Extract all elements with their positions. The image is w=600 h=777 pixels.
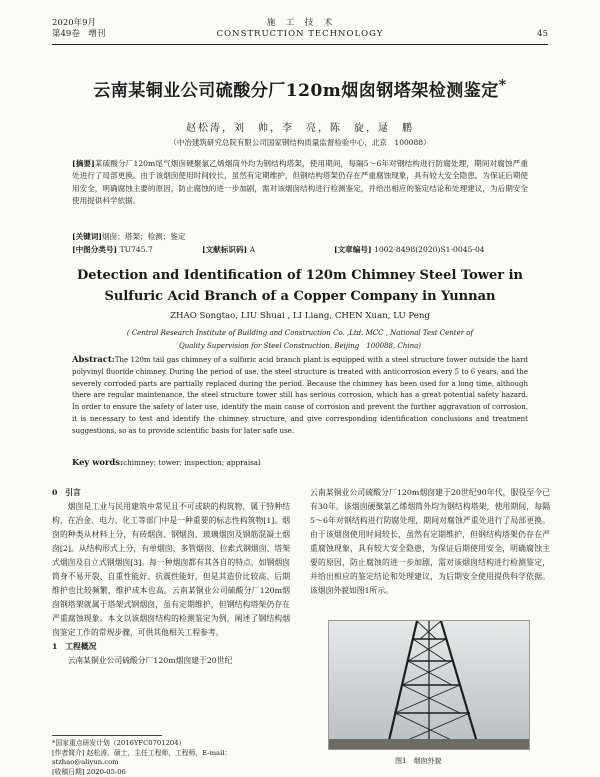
section-heading-project: 1 工程概况 (52, 640, 290, 654)
footnote-author: [作者简介] 赵松涛，硕士，主任工程师，工程师，E-mail：stzhao@aliyun.com (52, 749, 292, 768)
chimney-photo (328, 620, 530, 750)
affiliation-en-line1: ( Central Research Institute of Building and Construction Co. ,Ltd. MCC , National Test Center of (110, 327, 490, 340)
section-heading-intro: 0 引言 (52, 486, 290, 500)
keywords-en-text: chimney; tower; inspection; appraisal (123, 458, 260, 467)
document-code (202, 244, 255, 255)
header-rule (52, 44, 548, 45)
body-column-right (310, 486, 550, 598)
header-center (52, 18, 548, 40)
journal-name-en: CONSTRUCTION TECHNOLOGY (52, 29, 548, 40)
project-paragraph: 云南某铜业公司硫酸分厂120m烟囱建于20世纪90年代，服役至今已有30年。该烟囱硬聚氯乙烯烟筒外均为钢结构塔架，使用期间，每隔5～6年对钢结构进行防腐处理，期间对腐蚀严重处进行了局部更换。由于该烟囱使用时间较长，虽然有定期维护，但钢结构塔架仍存在严重腐蚀现象，具有较大安全隐患，为保证后期使用安全，明确腐蚀主要的原因，防止腐蚀的进一步加剧，需对该烟囱结构进行检测鉴定，并给出相应的鉴定结论和处理建议，为后期安全使用提供科学依据。该烟囱外貌如图1所示。 (310, 486, 550, 598)
footnote-received: [收稿日期] 2020-05-06 (52, 768, 292, 777)
abstract-cn-text: 某硫酸分厂120m尾气烟囱硬聚氯乙烯烟筒外均为钢结构塔架，使用期间，每隔5～6年对钢结构进行防腐处理，期间对腐蚀严重处进行了局部更换。由于该烟囱使用时间较长，虽然有定期维护，但钢结构塔架仍存在严重腐蚀现象，具有较大安全隐患。为保证后期使用安全，明确腐蚀主要的原因，防止腐蚀的进一步加剧，需对该烟囱结构进行检测鉴定，并给出相应的鉴定结论和处理建议，为后期安全使用提供科学依据。 (72, 159, 528, 205)
abstract-cn (72, 158, 528, 207)
running-header (52, 18, 548, 48)
authors-cn: 赵松涛，刘 帅，李 亮，陈 旋，逯 鹏 (0, 119, 600, 134)
keywords-cn (72, 231, 186, 242)
footnotes (52, 735, 292, 777)
title-fund-mark: * (499, 77, 507, 93)
doc-label: [文献标识码] (202, 245, 247, 254)
chimney-tower-image (329, 621, 529, 749)
footnote-fund: *国家重点研发计划（2016YFC0701204） (52, 739, 292, 749)
issue-volume: 第49卷 增刊 (52, 29, 105, 40)
keywords-cn-text: 烟囱；塔架；检测；鉴定 (102, 232, 186, 241)
keywords-en (72, 457, 260, 467)
article-label: [文章编号] (334, 245, 372, 254)
affiliation-cn: （中冶建筑研究总院有限公司国家钢结构质量监督检验中心，北京 100088） (0, 137, 600, 148)
issue-date: 2020年9月 (52, 18, 105, 29)
title-en-line1: Detection and Identification of 120m Chimney Steel Tower in (40, 265, 560, 286)
clc-number (72, 244, 153, 255)
title-cn-text: 云南某铜业公司硫酸分厂120m烟囱钢塔架检测鉴定 (93, 81, 498, 101)
article-value: 1002-8498(2020)S1-0045-04 (374, 245, 485, 254)
title-cn (40, 76, 560, 101)
footnote-rule (52, 735, 162, 736)
affiliation-en (110, 327, 490, 353)
abstract-en-text: The 120m tail gas chimney of a sulfuric acid branch plant is equipped with a steel structure tower outside the hard polyvinyl fluoride chimney. During the period of use, the steel structure is treated with anticorrosion every 5 to 6 years, and the severely corroded parts are partially replaced during the period. Because the chimney has been used for a long time, although there are regular maintenance, the steel structure tower still has serious corrosion, which has a great potential safety hazard. In order to ensure the safety of later use, identify the main cause of corrosion and prevent the further aggravation of corrosion, it is necessary to test and identify the chimney structure, and give corresponding identification conclusions and treatment suggestions, so as to provide scientific basis for later safe use. (72, 356, 528, 435)
abstract-en-label: Abstract: (72, 354, 115, 364)
keywords-cn-label: [关键词] (72, 232, 102, 241)
title-en (40, 265, 560, 307)
figure-caption: 图1 烟囱外貌 (395, 756, 441, 766)
page-number: 45 (537, 29, 548, 40)
authors-en: ZHAO Songtao, LIU Shuai , LI Liang, CHEN Xuan, LU Peng (0, 311, 600, 321)
project-paragraph-start: 云南某铜业公司硫酸分厂120m烟囱建于20世纪 (52, 654, 290, 668)
article-number (334, 244, 485, 255)
affiliation-en-line2: Quality Supervision for Steel Construction, Beijing 100088, China) (110, 340, 490, 353)
clc-value: TU745.7 (120, 245, 153, 254)
journal-name-cn: 施 工 技 术 (52, 18, 548, 29)
title-en-line2: Sulfuric Acid Branch of a Copper Company in Yunnan (40, 286, 560, 307)
body-column-left (52, 486, 290, 668)
abstract-cn-label: [摘要] (72, 159, 95, 168)
doc-value: A (250, 245, 255, 254)
abstract-en (72, 354, 528, 438)
intro-paragraph: 烟囱是工业与民用建筑中常见且不可或缺的构筑物，属于特种结构，在冶金、电力、化工等部门中是一种重要的标志性构筑物[1]。烟囱的种类从材料上分，有砖烟囱、钢烟囱、玻璃烟囱及钢筋混凝土烟囱[2]。从结构形式上分，有单烟囱、多管烟囱、拉索式钢烟囱、塔架式烟囱及自立式钢烟囱[3]。每一种烟囱都有其各自的特点，如钢烟囱筒身不易开裂、自重性能好、抗震性能好，但是其造价比较高、后期维护也比较频繁，维护成本也高。云南某铜业公司硫酸分厂120m烟囱钢塔架就属于塔架式钢烟囱，虽有定期维护，但钢结构塔架仍存在严重腐蚀现象。本文以该烟囱结构的检测鉴定为例，阐述了钢结构烟囱鉴定工作的常规步骤，可供其他相关工程参考。 (52, 500, 290, 640)
clc-label: [中图分类号] (72, 245, 117, 254)
keywords-en-label: Key words: (72, 457, 123, 467)
